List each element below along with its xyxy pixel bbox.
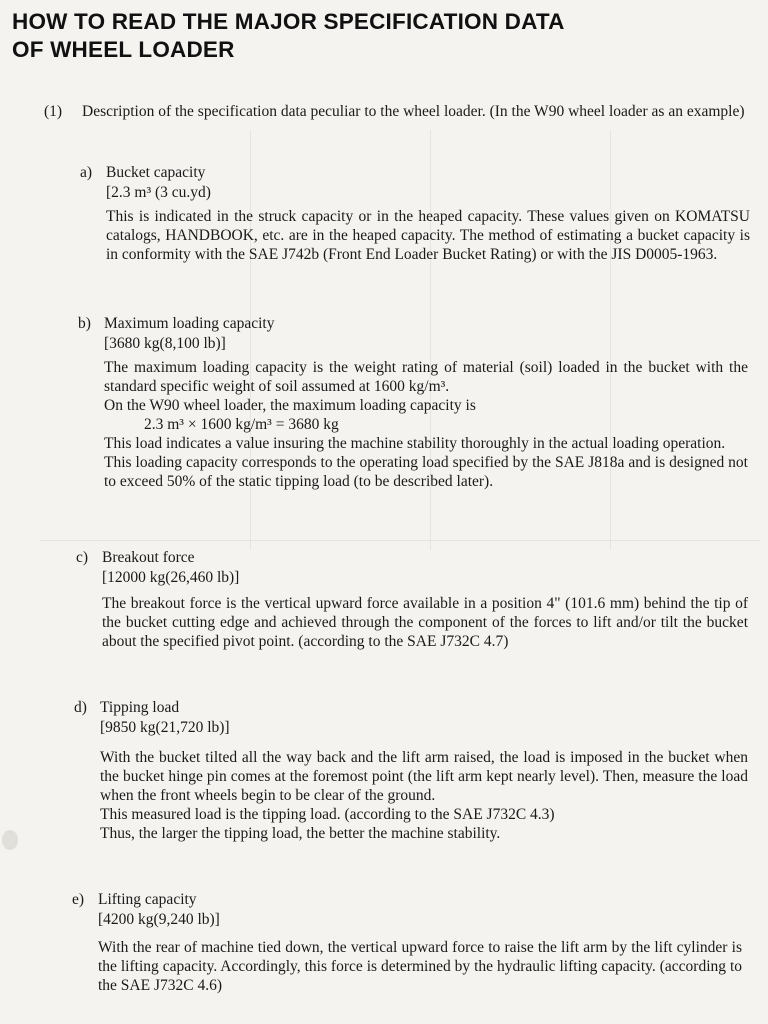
section-letter: b) — [78, 315, 91, 332]
section-body — [106, 207, 750, 264]
scan-smudge — [2, 830, 18, 850]
bleed-through-line — [40, 540, 760, 541]
section-spec: [9850 kg(21,720 lb)] — [100, 719, 230, 736]
title-line-2: OF WHEEL LOADER — [12, 37, 235, 62]
paragraph: This loading capacity corresponds to the operating load specified by the SAE J818a and is designed not to exceed 50% of the static tipping load (to be described later). — [104, 454, 748, 490]
section-body — [102, 594, 748, 651]
paragraph: This is indicated in the struck capacity or in the heaped capacity. These values given on KOMATSU catalogs, HANDBOOK, etc. are in the heaped capacity. The method of estimating a bucket capacity is in conformity with the SAE J742b (Front End Loader Bucket Rating) or with the JIS D0005-1963. — [106, 208, 750, 263]
page-title — [12, 8, 712, 64]
title-line-1: HOW TO READ THE MAJOR SPECIFICATION DATA — [12, 9, 565, 34]
paragraph: On the W90 wheel loader, the maximum loading capacity is — [104, 397, 476, 414]
intro-number: (1) — [44, 103, 63, 120]
section-spec: [3680 kg(8,100 lb)] — [104, 335, 226, 352]
section-letter: d) — [74, 699, 87, 716]
paragraph: Thus, the larger the tipping load, the better the machine stability. — [100, 825, 501, 842]
section-heading: Tipping load — [100, 699, 180, 716]
paragraph: The maximum loading capacity is the weight rating of material (soil) loaded in the bucket with the standard specific weight of soil assumed at 1600 kg/m³. — [104, 359, 748, 395]
paragraph: This measured load is the tipping load. (according to the SAE J732C 4.3) — [100, 806, 555, 823]
section-letter: c) — [76, 549, 89, 566]
paragraph: The breakout force is the vertical upward force available in a position 4" (101.6 mm) behind the tip of the bucket cutting edge and achieved through the component of the forces to lift and/or tilt the bucket about the specified pivot point. (according to the SAE J732C 4.7) — [102, 595, 748, 650]
section-spec: [12000 kg(26,460 lb)] — [102, 569, 240, 586]
paragraph: With the bucket tilted all the way back and the lift arm raised, the load is imposed in the bucket when the bucket hinge pin comes at the foremost point (the lift arm kept nearly level). Then, measure the load when the front wheels begin to be clear of the ground. — [100, 749, 748, 804]
section-body — [98, 938, 742, 995]
formula: 2.3 m³ × 1600 kg/m³ = 3680 kg — [144, 416, 339, 433]
section-spec: [4200 kg(9,240 lb)] — [98, 911, 220, 928]
section-heading: Maximum loading capacity — [104, 315, 275, 332]
section-body — [104, 358, 748, 491]
section-spec: [2.3 m³ (3 cu.yd) — [106, 184, 211, 201]
section-letter: a) — [80, 164, 93, 181]
section-heading: Bucket capacity — [106, 164, 206, 181]
paragraph: This load indicates a value insuring the machine stability thoroughly in the actual loading operation. — [104, 435, 726, 452]
paragraph: With the rear of machine tied down, the vertical upward force to raise the lift arm by the lift cylinder is the lifting capacity. Accordingly, this force is determined by the hydraulic lifting capacity. (according to the SAE J732C 4.6) — [98, 939, 742, 994]
intro-text: Description of the specification data peculiar to the wheel loader. (In the W90 wheel loader as an example) — [82, 103, 745, 120]
section-heading: Lifting capacity — [98, 891, 197, 908]
section-letter: e) — [72, 891, 85, 908]
section-heading: Breakout force — [102, 549, 195, 566]
section-body — [100, 748, 748, 843]
